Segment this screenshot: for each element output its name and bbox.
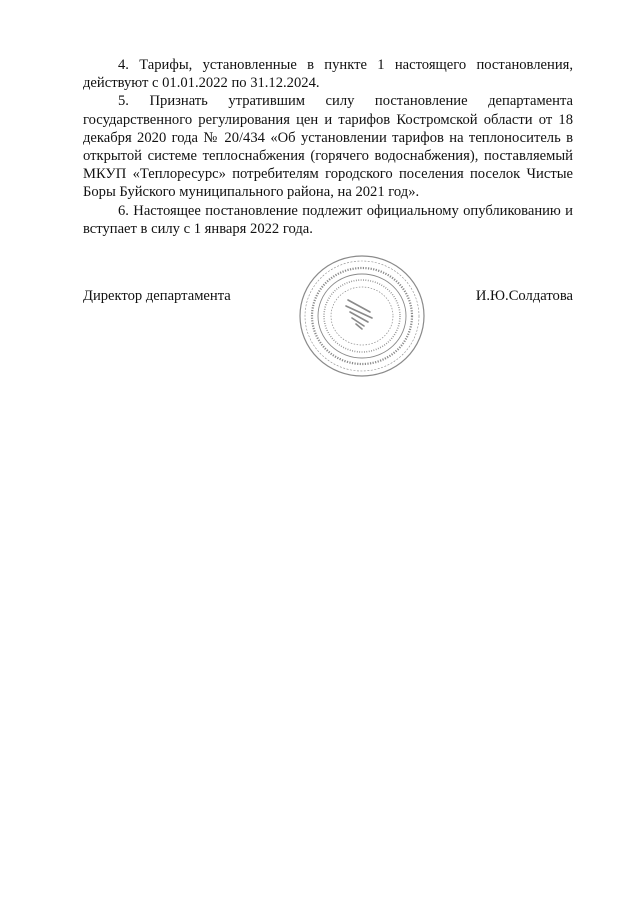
document-body [83,56,573,238]
paragraph-6: 6. Настоящее постановление подлежит официальному опубликованию и вступает в силу с 1 января 2022 года. [83,202,573,237]
signer-position: Директор департамента [83,288,231,304]
paragraph-5: 5. Признать утратившим силу постановление департамента государственного регулирования цен и тарифов Костромской области от 18 декабря 2020 года № 20/434 «Об установлении тарифов на теплоноситель в открытой системе теплоснабжения (горячего водоснабжения), поставляемый МКУП «Теплоресурс» потребителям городского поселения поселок Чистые Боры Буйского муниципального района, на 2021 год». [83,93,573,201]
paragraph-4: 4. Тарифы, установленные в пункте 1 настоящего постановления, действуют с 01.01.2022 по 31.12.2024. [83,57,573,92]
signer-name: И.Ю.Солдатова [475,288,573,304]
official-seal-icon [296,252,428,380]
